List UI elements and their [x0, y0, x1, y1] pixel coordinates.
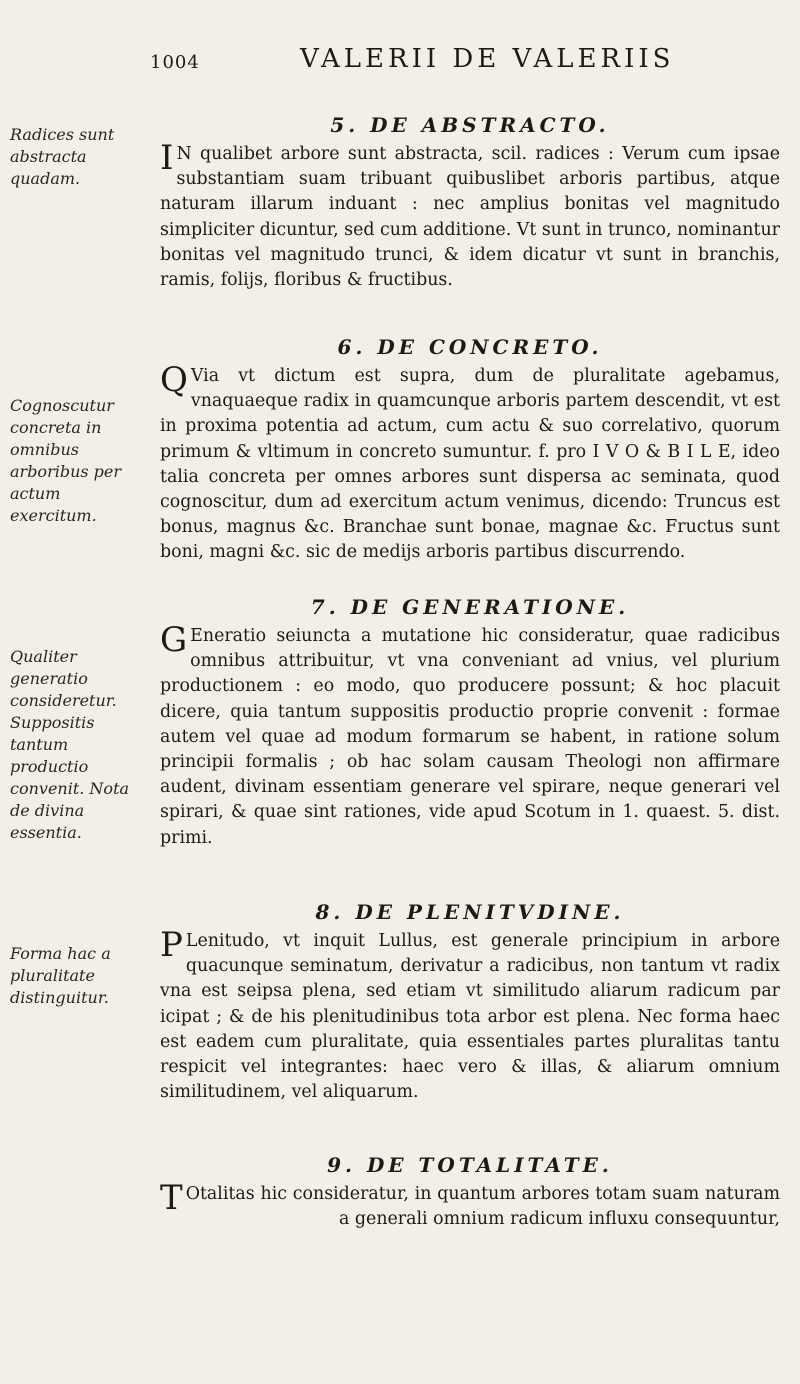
page-number: 1004	[150, 52, 200, 73]
section-title: 6. DE CONCRETO.	[337, 335, 603, 359]
section-text: IN qualibet arbore sunt abstracta, scil. radices : Verum cum ipsae substantiam suam tribuant quibuslibet arboris partibus, atque naturam illarum induant : nec amplius bonitas vel magnitudo simpliciter dicuntur, sed cum additione. Vt sunt in trunco, nominantur bonitas vel magnitudo trunci, & idem dicatur vt sunt in branchis, ramis, folijs, floribus & fructibus.	[160, 138, 780, 291]
section-title: 8. DE PLENITVDINE.	[315, 900, 625, 924]
section-totalitate	[160, 1148, 780, 1232]
section-text: PLenitudo, vt inquit Lullus, est generale principium in arbore quacunque seminatum, derivatur a radicibus, non tantum vt radix vna est seipsa plena, sed etiam vt similitudo aliarum radicum par icipat ; & de his plenitudinibus tota arbor est plena. Nec forma haec est eadem cum pluralitate, quia essentiales partes pluralitas tantu respicit vel integrantes: haec vero & illas, & aliarum omnium similitudinem, vel aliquarum.	[160, 925, 780, 1103]
margin-note-forma: Forma hac a pluralitate distinguitur.	[10, 944, 111, 1007]
section-title: 7. DE GENERATIONE.	[310, 595, 630, 619]
section-title: 5. DE ABSTRACTO.	[330, 113, 610, 137]
margin-note-generatio: Qualiter generatio consideretur. Suppositis tantum productio convenit. Nota de divina essentia.	[10, 647, 130, 842]
section-concreto	[160, 330, 780, 566]
section-generatione	[160, 590, 780, 851]
section-plenitudine	[160, 895, 780, 1105]
section-abstracto	[160, 108, 780, 293]
section-text: QVia vt dictum est supra, dum de pluralitate agebamus, vnaquaeque radix in quamcunque arboris partem descendit, vt est in proxima potentia ad actum, cum actu & suo correlativo, quorum primum & vltimum in concreto sumuntur. f. pro I V O & B I L E, ideo talia concreta per omnes arbores sunt dispersa ac seminata, quod cognoscitur, dum ad exercitum actum venimus, dicendo: Truncus est bonus, magnus &c. Branchae sunt bonae, magnae &c. Fructus sunt boni, magni &c. sic de medijs arboris partibus discurrendo.	[160, 360, 780, 563]
section-text: TOtalitas hic consideratur, in quantum arbores totam suam naturam a generali omnium radicum influxu consequuntur,	[160, 1178, 780, 1230]
margin-note-concreta: Cognoscutur concreta in omnibus arboribus per actum exercitum.	[10, 396, 122, 525]
margin-note-radices: Radices sunt abstracta quadam.	[10, 125, 115, 188]
section-title: 9. DE TOTALITATE.	[327, 1153, 613, 1177]
page-header	[150, 44, 750, 84]
running-head: VALERII DE VALERIIS	[300, 44, 675, 74]
section-text: GEneratio seiuncta a mutatione hic consideratur, quae radicibus omnibus attribuitur, vt vna conveniant ad vnius, vel plurium productionem : eo modo, quo producere possunt; & hoc placuit dicere, quia tantum suppositis productio proprie convenit : formae autem vel quae ad modum formarum se habent, in ratione solum principii formalis ; ob hac solam causam Theologi non affirmare audent, divinam essentiam generare vel spirare, neque generari vel spirari, & quae sint rationes, vide apud Scotum in 1. quaest. 5. dist. primi.	[160, 620, 780, 848]
